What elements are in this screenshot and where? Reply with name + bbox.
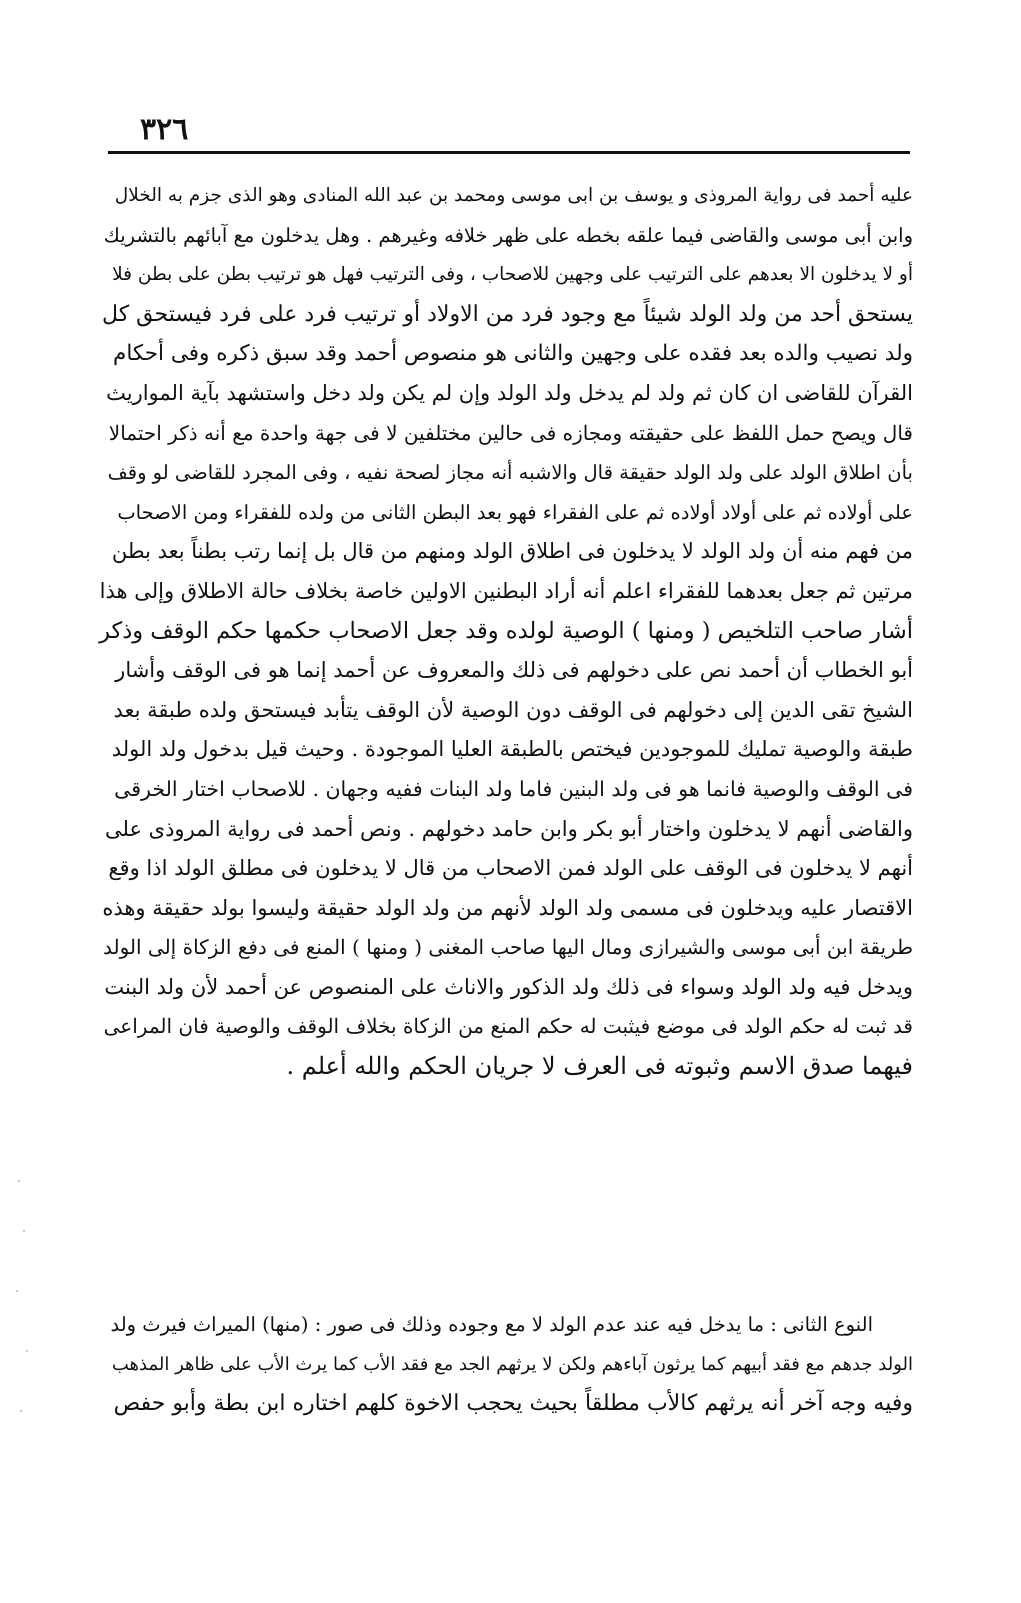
text-line: أنهم لا يدخلون فى الوقف على الولد فمن الاصحاب من قال لا يدخلون فى مطلق الولد اذا وقع (108, 856, 913, 881)
text-line: الولد جدهم مع فقد أبيهم كما يرثون آباءهم ولكن لا يرثهم الجد مع فقد الأب كما يرث الأب على ظاهر المذهب (111, 1353, 913, 1375)
header-rule (108, 151, 910, 154)
text-line: فيهما صدق الاسم وثبوته فى العرف لا جريان الحكم والله أعلم . (286, 1052, 913, 1081)
text-line: النوع الثانى : ما يدخل فيه عند عدم الولد لا مع وجوده وذلك فى صور : (منها) الميراث فيرث ولد (110, 1313, 873, 1336)
text-line: وفيه وجه آخر أنه يرثهم كالأب مطلقاً بحيث يحجب الاخوة كلهم اختاره ابن بطة وأبو حفص (113, 1391, 913, 1417)
text-line: ويدخل فيه ولد الولد وسواء فى ذلك ولد الذكور والاناث على المنصوص عن أحمد لأن ولد البنت (104, 974, 913, 999)
page-number: ٣٢٦ (140, 112, 189, 147)
text-line: وابن أبى موسى والقاضى فيما علقه بخطه على ظهر خلافه وغيرهم . وهل يدخلون مع آبائهم بالتشريك (103, 223, 913, 247)
text-line: الشيخ تقى الدين إلى دخولهم فى الوقف دون الوصية لأن الوقف يتأبد فيستحق ولده طبقة بعد (113, 697, 913, 722)
paragraph-2 (98, 1305, 913, 1424)
text-line: عليه أحمد فى رواية المروذى و يوسف بن ابى موسى ومحمد بن عبد الله المنادى وهو الذى جزم به الخلال (114, 185, 913, 206)
text-line: الاقتصار عليه ويدخلون فى مسمى ولد الولد لأنهم من ولد الولد حقيقة وليسوا بولد حقيقة وهذه (102, 895, 913, 920)
text-line: مرتين ثم جعل بعدهما للفقراء اعلم أنه أراد البطنين الاولين خاصة بخلاف حالة الاطلاق وإلى هذا (99, 578, 913, 603)
text-line: ولد نصيب والده بعد فقده على وجهين والثانى هو منصوص أحمد وقد سبق ذكره وفى أحكام (113, 341, 913, 367)
text-line: طبقة والوصية تمليك للموجودين فيختص بالطبقة العليا الموجودة . وحيث قيل بدخول ولد الولد (111, 737, 913, 762)
text-line: قد ثبت له حكم الولد فى موضع فيثبت له حكم المنع من الزكاة بخلاف الوقف والوصية فان المراعى (103, 1014, 913, 1039)
text-line: أبو الخطاب أن أحمد نص على دخولهم فى ذلك والمعروف عن أحمد إنما هو فى الوقف وأشار (115, 658, 913, 683)
text-line: على أولاده ثم على أولاد أولاده ثم على الفقراء فهو بعد البطن الثانى من ولده للفقراء ومن الاصحاب (117, 500, 913, 524)
paragraph-1 (98, 176, 913, 1087)
text-line: أو لا يدخلون الا بعدهم على الترتيب على وجهين للاصحاب ، وفى الترتيب فهل هو ترتيب بطن على بطن فلا (112, 264, 913, 286)
text-line: بأن اطلاق الولد على ولد الولد حقيقة قال والاشبه أنه مجاز لصحة نفيه ، وفى المجرد للقاضى لو وقف (107, 461, 913, 485)
text-line: يستحق أحد من ولد الولد شيئاً مع وجود فرد من الاولاد أو ترتيب فرد على فرد فيستحق كل (102, 301, 913, 327)
scan-specks (14, 1170, 34, 1430)
text-line: فى الوقف والوصية فانما هو فى ولد البنين فاما ولد البنات ففيه وجهان . للاصحاب اختار الخرقى (114, 776, 913, 801)
text-line: من فهم منه أن ولد الولد لا يدخلون فى اطلاق الولد ومنهم من قال بل إنما رتب بطناً بعد بطن (111, 539, 913, 564)
text-line: طريقة ابن أبى موسى والشيرازى ومال اليها صاحب المغنى ( ومنها ) المنع فى دفع الزكاة إلى الولد (102, 935, 913, 960)
text-line: القرآن للقاضى ان كان ثم ولد لم يدخل ولد الولد وإن لم يكن ولد دخل واستشهد بآية المواريث (106, 380, 913, 405)
text-line: قال ويصح حمل اللفظ على حقيقته ومجازه فى حالين مختلفين لا فى جهة واحدة مع أنه ذكر احتمالا (108, 420, 913, 445)
text-line: والقاضى أنهم لا يدخلون واختار أبو بكر وابن حامد دخولهم . ونص أحمد فى رواية المروذى على (104, 816, 913, 841)
text-line: أشار صاحب التلخيص ( ومنها ) الوصية لولده وقد جعل الاصحاب حكمها حكم الوقف وذكر (99, 617, 913, 644)
